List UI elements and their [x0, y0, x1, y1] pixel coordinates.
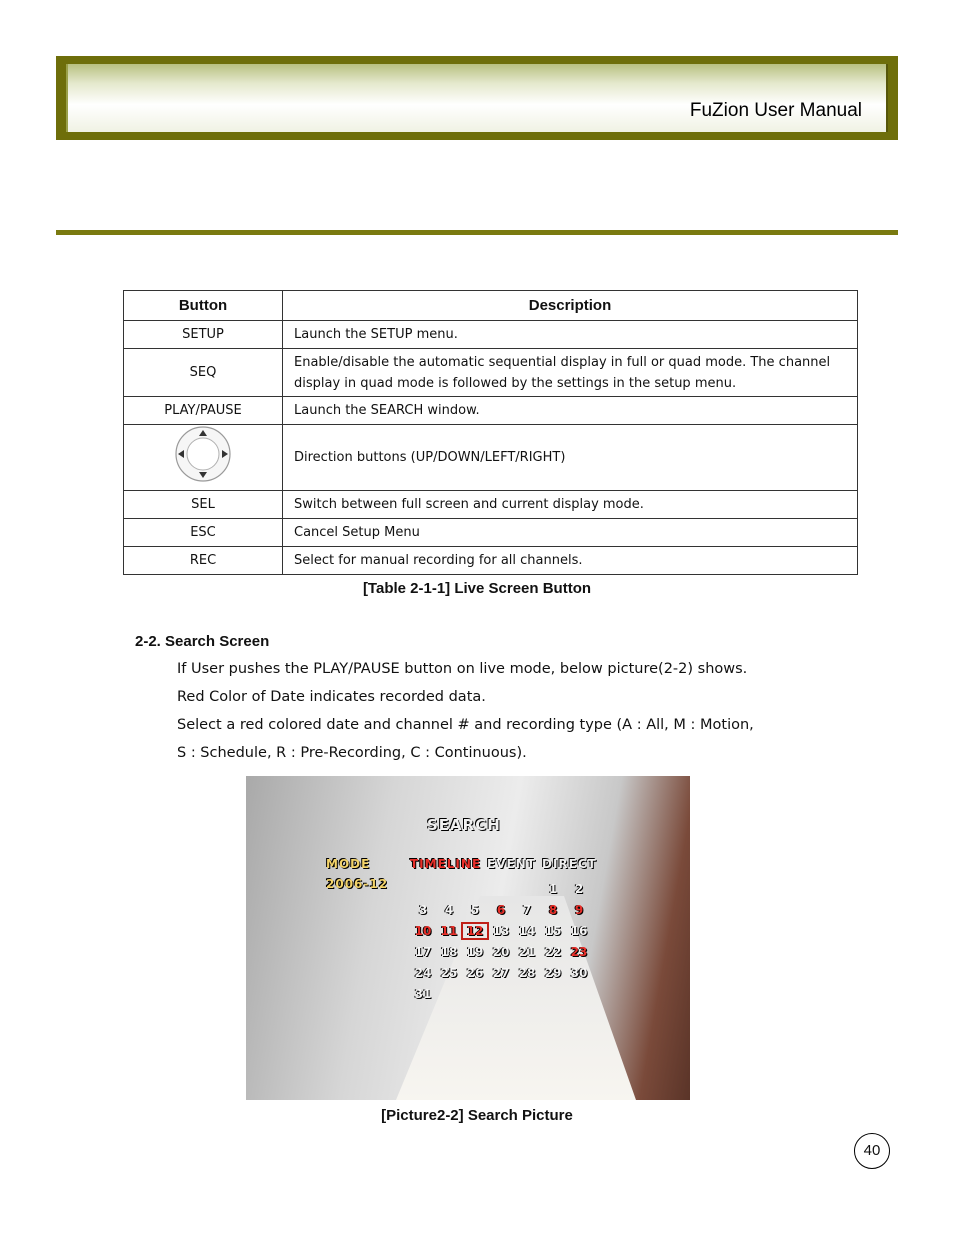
- button-description: Switch between full screen and current display mode.: [283, 491, 858, 519]
- mode-label: MODE: [326, 857, 371, 871]
- table-row: [124, 349, 858, 397]
- table-row: [124, 519, 858, 547]
- button-description: Direction buttons (UP/DOWN/LEFT/RIGHT): [283, 425, 858, 491]
- table-row: [124, 397, 858, 425]
- button-description: Enable/disable the automatic sequential display in full or quad mode. The channel display in quad mode is followed by the settings in the setup menu.: [283, 349, 858, 397]
- live-screen-button-table: [123, 290, 858, 575]
- calendar-day: 14: [518, 924, 536, 938]
- calendar-day: 13: [492, 924, 510, 938]
- calendar-day: 9: [574, 903, 584, 917]
- calendar-day: 29: [544, 966, 562, 980]
- calendar-day: 21: [518, 945, 536, 959]
- calendar-day: 10: [414, 924, 432, 938]
- section-heading: 2-2. Search Screen: [135, 633, 270, 650]
- calendar-day: 27: [492, 966, 510, 980]
- calendar-day: 15: [544, 924, 562, 938]
- calendar-day: 22: [544, 945, 562, 959]
- button-name: REC: [124, 547, 283, 575]
- button-name: SEQ: [124, 349, 283, 397]
- column-header-button: Button: [124, 291, 283, 321]
- section-divider: [56, 230, 898, 235]
- button-description: Select for manual recording for all channels.: [283, 547, 858, 575]
- button-icon-cell: [124, 425, 283, 491]
- calendar-day: 7: [522, 903, 532, 917]
- body-paragraph: S : Schedule, R : Pre-Recording, C : Continuous).: [177, 745, 527, 761]
- tab-event: EVENT: [487, 857, 536, 871]
- calendar-day: 30: [570, 966, 588, 980]
- body-paragraph: Red Color of Date indicates recorded data.: [177, 689, 486, 705]
- month-label: 2006-12: [326, 877, 389, 891]
- body-paragraph: Select a red colored date and channel # and recording type (A : All, M : Motion,: [177, 717, 754, 733]
- page-number: 40: [854, 1133, 890, 1169]
- calendar-day: 16: [570, 924, 588, 938]
- picture-caption: [Picture2-2] Search Picture: [381, 1107, 573, 1124]
- search-title: SEARCH: [427, 816, 501, 834]
- button-name: SEL: [124, 491, 283, 519]
- header-banner: [56, 56, 898, 140]
- calendar-day: 18: [440, 945, 458, 959]
- button-name: SETUP: [124, 321, 283, 349]
- body-paragraph: If User pushes the PLAY/PAUSE button on live mode, below picture(2-2) shows.: [177, 661, 748, 677]
- calendar-day: 2: [574, 882, 584, 896]
- calendar-day: 11: [440, 924, 458, 938]
- button-name: PLAY/PAUSE: [124, 397, 283, 425]
- calendar-day: 19: [466, 945, 484, 959]
- calendar-day: 4: [444, 903, 454, 917]
- calendar-day: 6: [496, 903, 506, 917]
- button-description: Launch the SETUP menu.: [283, 321, 858, 349]
- calendar-day: 3: [418, 903, 428, 917]
- calendar-day: 8: [548, 903, 558, 917]
- table-row: [124, 491, 858, 519]
- column-header-description: Description: [283, 291, 858, 321]
- calendar-day: 20: [492, 945, 510, 959]
- button-description: Launch the SEARCH window.: [283, 397, 858, 425]
- calendar-day: 31: [414, 987, 432, 1001]
- direction-pad-icon: [172, 425, 234, 483]
- table-row: [124, 547, 858, 575]
- calendar-day: 23: [570, 945, 588, 959]
- calendar-day: 1: [548, 882, 558, 896]
- calendar-day: 24: [414, 966, 432, 980]
- calendar-day: 17: [414, 945, 432, 959]
- calendar-day: 12: [463, 924, 487, 938]
- table-row: [124, 321, 858, 349]
- calendar-day: 25: [440, 966, 458, 980]
- calendar-day: 26: [466, 966, 484, 980]
- table-row: [124, 425, 858, 491]
- button-description: Cancel Setup Menu: [283, 519, 858, 547]
- button-name: ESC: [124, 519, 283, 547]
- manual-title: FuZion User Manual: [689, 100, 862, 121]
- tab-timeline: TIMELINE: [410, 857, 482, 871]
- table-header-row: [124, 291, 858, 321]
- table-caption: [Table 2-1-1] Live Screen Button: [362, 580, 592, 597]
- search-screen-screenshot: [246, 776, 690, 1100]
- calendar-day: 5: [470, 903, 480, 917]
- calendar-day: 28: [518, 966, 536, 980]
- tab-direct: DIRECT: [542, 857, 597, 871]
